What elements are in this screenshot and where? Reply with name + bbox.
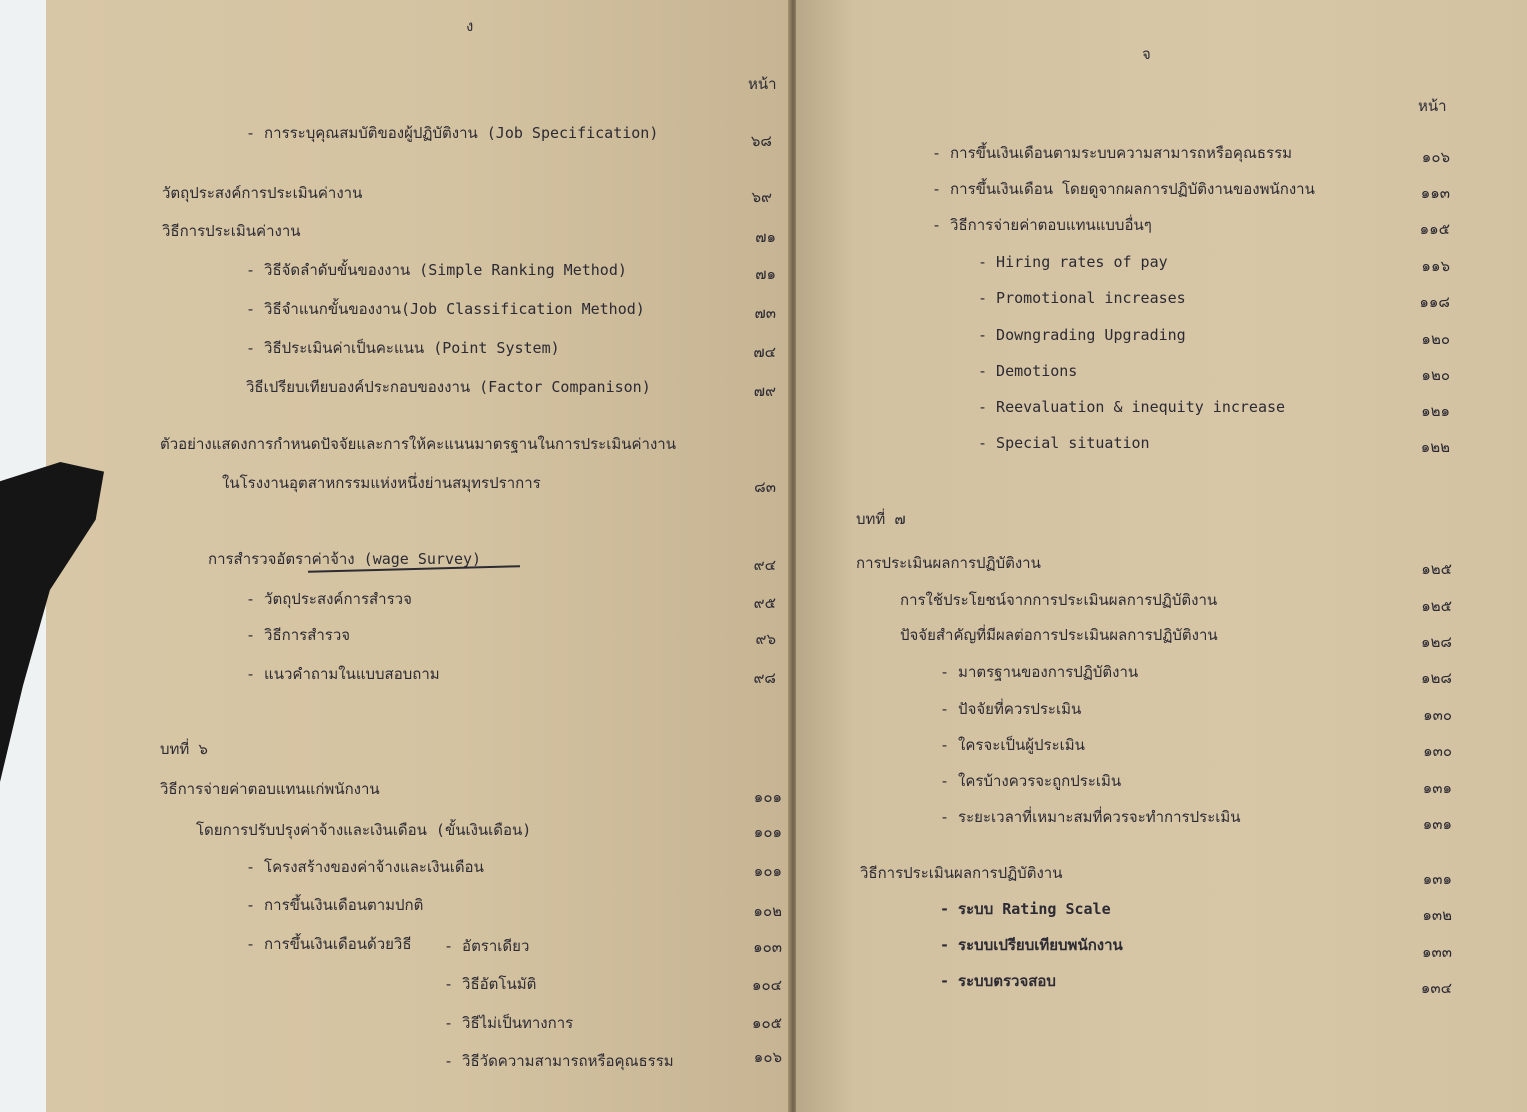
toc-page-number: ๑๓๐ xyxy=(1423,706,1452,724)
toc-entry: - ระยะเวลาที่เหมาะสมที่ควรจะทำการประเมิน xyxy=(940,808,1241,826)
toc-entry: - วิธีการจ่ายค่าตอบแทนแบบอื่นๆ xyxy=(932,216,1152,234)
toc-entry: วิธีเปรียบเทียบองค์ประกอบของงาน (Factor Companison) xyxy=(246,378,651,396)
toc-entry: - Reevaluation & inequity increase xyxy=(978,398,1286,416)
toc-page-number: ๑๐๔ xyxy=(751,976,782,994)
toc-entry: ตัวอย่างแสดงการกำหนดปัจจัยและการให้คะแนนมาตรฐานในการประเมินค่างาน xyxy=(160,435,676,453)
toc-page-number: ๗๑ xyxy=(755,265,776,283)
toc-page-number: ๑๒๐ xyxy=(1421,330,1450,348)
page-marker: จ xyxy=(1142,45,1151,63)
toc-entry: - วิธีวัดความสามารถหรือคุณธรรม xyxy=(444,1052,674,1070)
page-column-header: หน้า xyxy=(748,75,777,93)
toc-page-number: ๑๓๑ xyxy=(1422,779,1452,797)
toc-page-number: ๑๐๖ xyxy=(753,1048,782,1066)
toc-entry: - การขึ้นเงินเดือนด้วยวิธี xyxy=(246,935,412,953)
toc-entry: วัตถุประสงค์การประเมินค่างาน xyxy=(162,184,363,202)
toc-entry: ปัจจัยสำคัญที่มีผลต่อการประเมินผลการปฏิบัติงาน xyxy=(900,626,1218,644)
toc-entry: - การขึ้นเงินเดือน โดยดูจากผลการปฏิบัติงานของพนักงาน xyxy=(932,180,1315,198)
left-page xyxy=(46,0,790,1112)
toc-entry: - Demotions xyxy=(978,362,1078,380)
toc-entry: - การขึ้นเงินเดือนตามปกติ xyxy=(246,896,424,914)
toc-entry: - ปัจจัยที่ควรประเมิน xyxy=(940,700,1082,718)
toc-page-number: ๑๒๐ xyxy=(1421,366,1450,384)
toc-page-number: ๑๒๑ xyxy=(1421,402,1450,420)
toc-entry: บทที่ ๗ xyxy=(856,510,906,528)
toc-entry: - Special situation xyxy=(978,434,1150,452)
toc-page-number: ๖๙ xyxy=(751,188,772,206)
toc-page-number: ๖๘ xyxy=(750,132,772,150)
toc-page-number: ๑๒๕ xyxy=(1421,560,1452,578)
toc-page-number: ๑๒๘ xyxy=(1421,669,1452,687)
toc-page-number: ๑๐๒ xyxy=(753,902,782,920)
toc-sub-entry: - อัตราเดียว xyxy=(444,937,530,955)
toc-entry: - Promotional increases xyxy=(978,289,1186,307)
toc-page-number: ๑๐๕ xyxy=(751,1014,782,1032)
toc-page-number: ๗๑ xyxy=(755,228,776,246)
toc-entry: - ระบบเปรียบเทียบพนักงาน xyxy=(940,936,1123,954)
toc-page-number: ๑๓๓ xyxy=(1421,943,1452,961)
toc-entry: - โครงสร้างของค่าจ้างและเงินเดือน xyxy=(246,858,484,876)
toc-entry: - ระบบตรวจสอบ xyxy=(940,972,1056,990)
toc-entry: - แนวคำถามในแบบสอบถาม xyxy=(246,665,440,683)
toc-entry: การสำรวจอัตราค่าจ้าง (wage Survey) xyxy=(208,550,482,568)
toc-entry: - วิธีอัตโนมัติ xyxy=(444,975,537,993)
toc-page-number: ๙๘ xyxy=(753,669,776,687)
toc-page-number: ๑๐๑ xyxy=(753,862,782,880)
toc-entry: - วิธีไม่เป็นทางการ xyxy=(444,1014,574,1032)
toc-page-number: ๑๓๑ xyxy=(1422,815,1452,833)
toc-entry: บทที่ ๖ xyxy=(160,740,208,758)
page-column-header: หน้า xyxy=(1418,97,1447,115)
toc-entry: - วิธีจัดลำดับขั้นของงาน (Simple Ranking Method) xyxy=(246,261,627,279)
toc-entry: - Downgrading Upgrading xyxy=(978,326,1186,344)
toc-entry: การใช้ประโยชน์จากการประเมินผลการปฏิบัติงาน xyxy=(900,591,1218,609)
toc-page-number: ๗๙ xyxy=(753,382,776,400)
right-page xyxy=(796,0,1527,1112)
page-marker: ง xyxy=(466,17,474,35)
toc-page-number: ๑๓๐ xyxy=(1423,742,1452,760)
toc-page-number: ๑๓๔ xyxy=(1420,979,1452,997)
toc-entry: - วิธีจำแนกขั้นของงาน(Job Classification Method) xyxy=(246,300,645,318)
toc-page-number: ๑๑๕ xyxy=(1419,220,1450,238)
toc-entry: - การขึ้นเงินเดือนตามระบบความสามารถหรือคุณธรรม xyxy=(932,144,1293,162)
toc-page-number: ๑๑๘ xyxy=(1419,293,1450,311)
toc-page-number: ๙๔ xyxy=(753,556,776,574)
toc-page-number: ๑๑๖ xyxy=(1421,257,1450,275)
toc-page-number: ๑๐๖ xyxy=(1421,148,1450,166)
toc-entry: ในโรงงานอุตสาหกรรมแห่งหนึ่งย่านสมุทรปราการ xyxy=(222,474,541,492)
toc-entry: - Hiring rates of pay xyxy=(978,253,1168,271)
toc-entry: วิธีการประเมินค่างาน xyxy=(162,222,301,240)
toc-page-number: ๑๐๓ xyxy=(753,938,782,956)
toc-entry: วิธีการประเมินผลการปฏิบัติงาน xyxy=(860,864,1063,882)
toc-entry: - ระบบ Rating Scale xyxy=(940,900,1111,918)
toc-page-number: ๑๐๑ xyxy=(753,823,782,841)
toc-entry: - วิธีการสำรวจ xyxy=(246,626,351,644)
toc-entry: - วิธีประเมินค่าเป็นคะแนน (Point System) xyxy=(246,339,560,357)
toc-page-number: ๘๓ xyxy=(754,478,776,496)
toc-entry: - ใครจะเป็นผู้ประเมิน xyxy=(940,736,1085,754)
toc-page-number: ๗๔ xyxy=(753,343,776,361)
toc-entry: - วัตถุประสงค์การสำรวจ xyxy=(246,590,412,608)
toc-entry: - ใครบ้างควรจะถูกประเมิน xyxy=(940,772,1122,790)
toc-page-number: ๑๐๑ xyxy=(753,788,782,806)
toc-entry: การประเมินผลการปฏิบัติงาน xyxy=(856,554,1041,572)
toc-entry: - การระบุคุณสมบัติของผู้ปฏิบัติงาน (Job Specification) xyxy=(246,124,659,142)
toc-page-number: ๑๒๘ xyxy=(1421,633,1452,651)
toc-entry: - มาตรฐานของการปฏิบัติงาน xyxy=(940,663,1139,681)
toc-page-number: ๙๖ xyxy=(755,630,776,648)
toc-entry: วิธีการจ่ายค่าตอบแทนแก่พนักงาน xyxy=(160,780,380,798)
toc-page-number: ๑๓๑ xyxy=(1422,870,1452,888)
toc-page-number: ๑๒๒ xyxy=(1420,438,1450,456)
toc-page-number: ๑๑๓ xyxy=(1420,184,1450,202)
toc-entry: โดยการปรับปรุงค่าจ้างและเงินเดือน (ขั้นเงินเดือน) xyxy=(196,821,532,839)
toc-page-number: ๑๓๒ xyxy=(1422,906,1452,924)
toc-page-number: ๑๒๕ xyxy=(1421,597,1452,615)
toc-page-number: ๗๓ xyxy=(754,304,776,322)
toc-page-number: ๙๕ xyxy=(753,594,776,612)
